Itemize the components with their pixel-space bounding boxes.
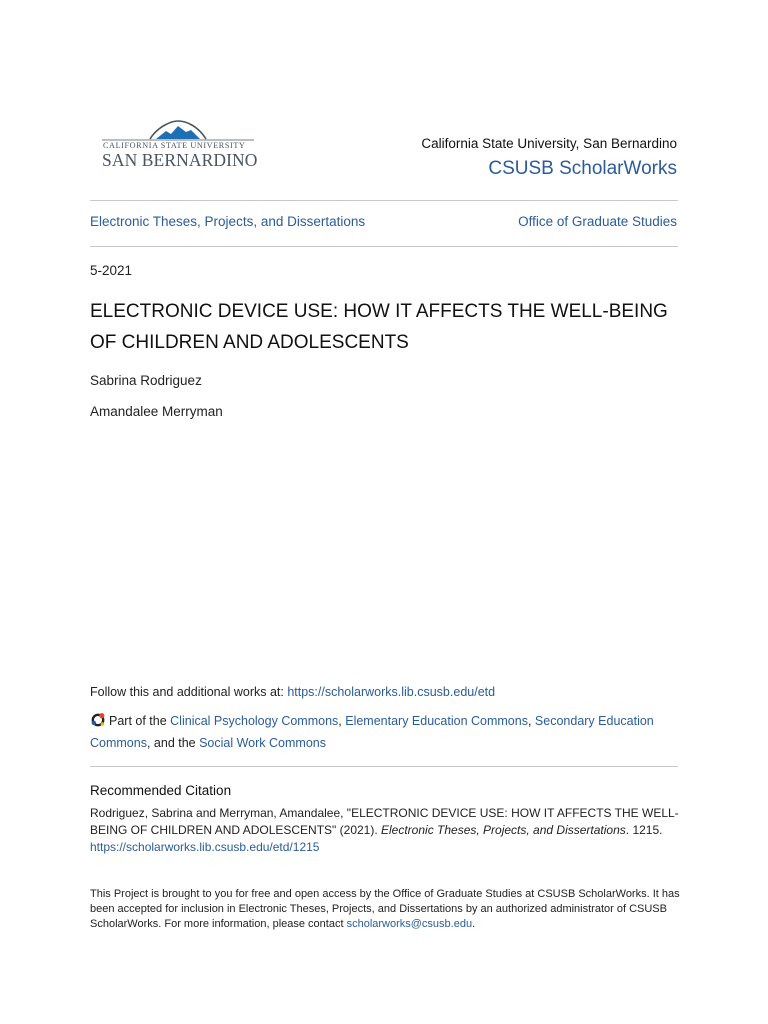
- citation-number: . 1215.: [625, 823, 663, 837]
- network-commons-icon: [90, 712, 106, 728]
- institution-name: California State University, San Bernardino: [421, 136, 677, 151]
- divider: [90, 766, 678, 767]
- contact-email-link[interactable]: scholarworks@csusb.edu: [346, 918, 473, 930]
- part-of-label: Part of the: [109, 714, 171, 728]
- citation-body: Rodriguez, Sabrina and Merryman, Amandalee, "ELECTRONIC DEVICE USE: HOW IT AFFECTS THE WELL-BEING OF CHILDREN AND ADOLESCENTS" (2021).: [90, 806, 679, 837]
- document-title: ELECTRONIC DEVICE USE: HOW IT AFFECTS THE WELL-BEING OF CHILDREN AND ADOLESCENTS: [90, 301, 668, 353]
- office-link[interactable]: Office of Graduate Studies: [518, 214, 677, 229]
- separator: ,: [338, 714, 346, 728]
- clinical-psychology-commons-link[interactable]: Clinical Psychology Commons: [170, 714, 339, 728]
- publication-date: 5-2021: [90, 263, 133, 278]
- access-statement-text: This Project is brought to you for free and open access by the Office of Graduate Studies at CSUSB ScholarWorks. It has been accepted for inclusion in Electronic Theses, Projects, and Dissertations by an authorized administrator of CSUSB ScholarWorks. For more information, please contact: [90, 888, 680, 930]
- follow-line: [90, 685, 495, 699]
- elementary-education-commons-link[interactable]: Elementary Education Commons: [345, 714, 528, 728]
- access-statement-end: .: [472, 918, 476, 930]
- divider: [90, 246, 678, 247]
- logo-campus-text: SAN BERNARDINO: [102, 150, 258, 170]
- author-name: Sabrina Rodriguez: [90, 373, 202, 388]
- collection-link[interactable]: Electronic Theses, Projects, and Dissertations: [90, 214, 366, 229]
- mountain-logo-icon: [100, 120, 256, 142]
- recommended-citation-heading: Recommended Citation: [90, 783, 232, 798]
- access-statement: [90, 887, 680, 932]
- author-name: Amandalee Merryman: [90, 404, 223, 419]
- csusb-logo: [100, 120, 256, 172]
- repository-link[interactable]: CSUSB ScholarWorks: [488, 158, 677, 179]
- social-work-commons-link[interactable]: Social Work Commons: [199, 736, 326, 750]
- separator: ,: [527, 714, 535, 728]
- citation-series: Electronic Theses, Projects, and Dissertations: [381, 823, 626, 837]
- separator: , and the: [146, 736, 200, 750]
- follow-label: Follow this and additional works at:: [90, 685, 288, 699]
- citation-url-link[interactable]: https://scholarworks.lib.csusb.edu/etd/1215: [90, 840, 320, 854]
- secondary-education-commons-link[interactable]: Secondary Education Commons: [90, 714, 654, 750]
- etd-link[interactable]: https://scholarworks.lib.csusb.edu/etd: [287, 685, 496, 699]
- divider: [90, 200, 678, 201]
- logo-university-text: CALIFORNIA STATE UNIVERSITY: [103, 141, 246, 150]
- citation-text: [90, 805, 680, 856]
- part-of-line: [90, 710, 680, 754]
